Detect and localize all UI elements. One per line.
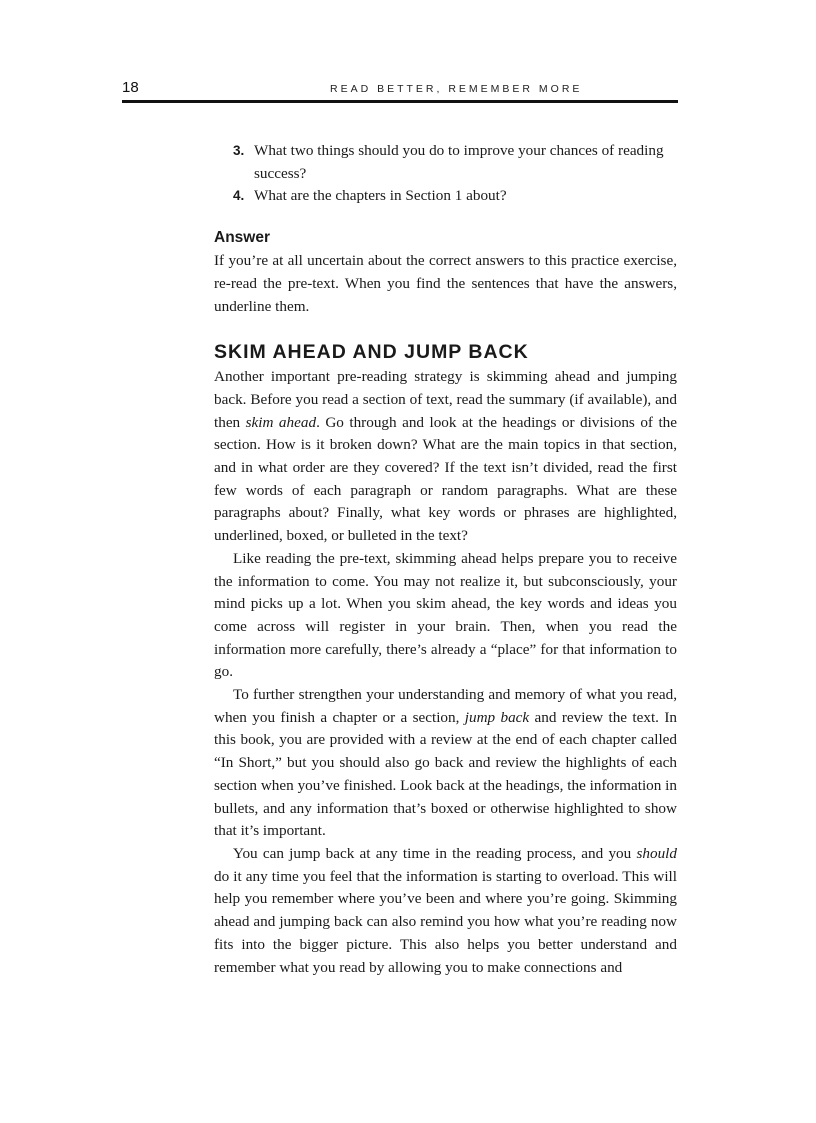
body-paragraph (214, 843, 677, 979)
running-head: READ BETTER, REMEMBER MORE (330, 83, 583, 95)
list-item-number: 4. (233, 188, 245, 204)
body-column (214, 140, 677, 979)
body-paragraph (214, 366, 677, 548)
paragraph-text: and review the text. In this book, you are provided with a review at the end of each chapter called “In Short,” but you should also go back and review the highlights of each section when you’ve finished. Look back at the headings, the information in bullets, and any information that’s boxed or otherwise highlighted to show that it’s important. (214, 708, 677, 840)
body-paragraph (214, 684, 677, 843)
answer-paragraph: If you’re at all uncertain about the correct answers to this practice exercise, re-read the pre-text. When you find the sentences that have the answers, underline them. (214, 252, 677, 315)
header-rule (122, 100, 678, 103)
list-item-text: What two things should you do to improve your chances of reading success? (254, 142, 664, 182)
question-list (214, 140, 677, 208)
list-item-text: What are the chapters in Section 1 about? (254, 187, 507, 205)
emphasis-text: jump back (464, 708, 530, 726)
paragraph-text: You can jump back at any time in the reading process, and you (233, 844, 637, 862)
paragraph-text: do it any time you feel that the information is starting to overload. This will help you remember where you’ve been and where you’re going. Skimming ahead and jumping back can also remind you how what you’re reading now fits into the bigger picture. This also helps you better understand and remember what you read by allowing you to make connections and (214, 867, 677, 976)
page-number: 18 (122, 79, 139, 96)
paragraph-text: To further strengthen your understanding and memory of what you read, when you finish a chapter or a section, (214, 686, 677, 726)
body-paragraph: Like reading the pre-text, skimming ahead helps prepare you to receive the information to come. You may not realize it, but subconsciously, your mind picks up a lot. When you skim ahead, the key words and ideas you come across will register in your brain. Then, when you read the information more carefully, there’s already a “place” for that information to go. (214, 549, 677, 681)
paragraph-text: . Go through and look at the headings or divisions of the section. How is it broken down? What are the main topics in that section, and in what order are they covered? If the text isn’t divided, read the first few words of each paragraph or random paragraphs. What are these paragraphs about? Finally, what key words or phrases are highlighted, underlined, boxed, or bulleted in the text? (214, 413, 677, 545)
emphasis-text: should (636, 844, 677, 862)
answer-heading: Answer (214, 229, 270, 247)
section-heading: SKIM AHEAD AND JUMP BACK (214, 341, 529, 364)
list-item-number: 3. (233, 143, 245, 158)
paragraph-text: Another important pre-reading strategy is skimming ahead and jumping back. Before you read a section of text, read the summary (if available), and then (214, 368, 677, 431)
emphasis-text: skim ahead (245, 413, 317, 431)
list-item (214, 140, 677, 185)
list-item (214, 185, 677, 208)
